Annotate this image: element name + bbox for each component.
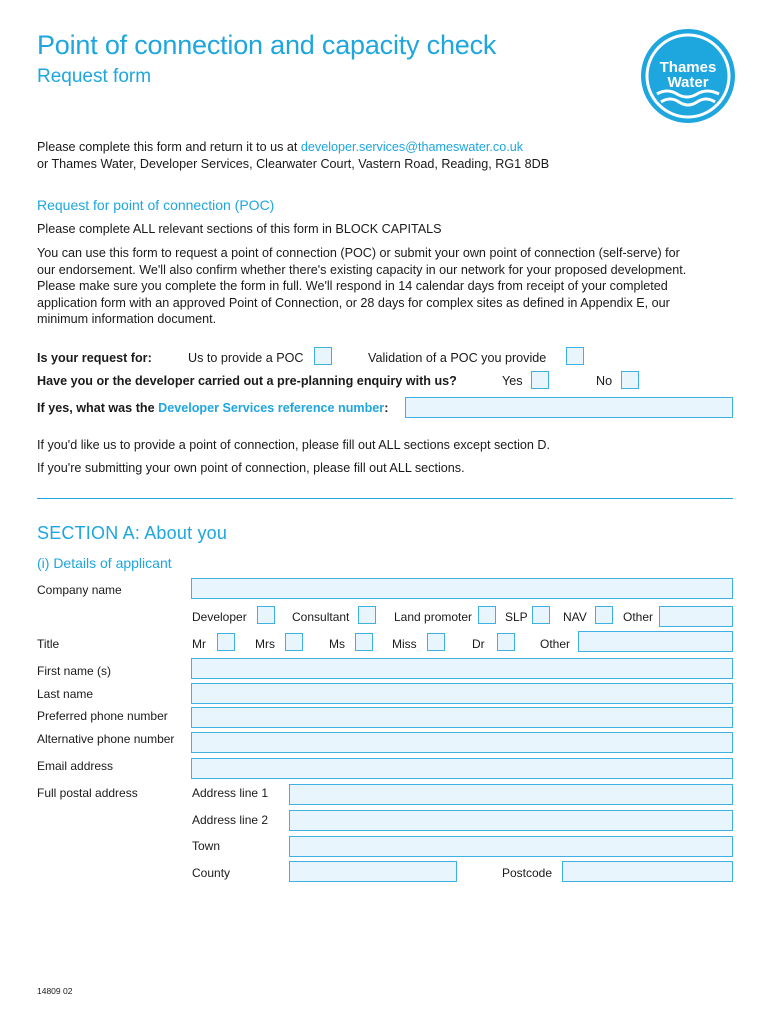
postcode-label: Postcode	[502, 866, 553, 880]
first-name-label: First name (s)	[37, 664, 112, 678]
email-input[interactable]	[191, 758, 733, 779]
title-mr-checkbox[interactable]	[217, 633, 235, 651]
title-mrs-label: Mrs	[255, 637, 275, 651]
page-title: Point of connection and capacity check	[37, 30, 497, 60]
postcode-input[interactable]	[562, 861, 733, 882]
address-line1-input[interactable]	[289, 784, 733, 805]
section-a-heading: SECTION A: About you	[37, 523, 228, 543]
document-code: 14809 02	[37, 986, 73, 996]
intro-address: or Thames Water, Developer Services, Clearwater Court, Vastern Road, Reading, RG1 8DB	[37, 157, 550, 171]
option-validate-label: Validation of a POC you provide	[368, 351, 547, 365]
phone-input[interactable]	[191, 707, 733, 728]
email-label: Email address	[37, 759, 114, 773]
title-mr-label: Mr	[192, 637, 206, 651]
reference-prefix: If yes, what was the	[37, 401, 159, 415]
role-land-promoter-checkbox[interactable]	[478, 606, 496, 624]
title-miss-checkbox[interactable]	[427, 633, 445, 651]
intro-text: Please complete this form and return it to us at	[37, 140, 301, 154]
role-slp-label: SLP	[505, 610, 528, 624]
poc-paragraph-line: application form with an approved Point of Connection, or 28 days for complex sites as defined in Appendix E, our	[37, 295, 670, 310]
poc-heading: Request for point of connection (POC)	[37, 197, 275, 213]
preplanning-no-checkbox[interactable]	[621, 371, 639, 389]
company-name-input[interactable]	[191, 578, 733, 599]
phone-label: Preferred phone number	[37, 709, 168, 723]
poc-paragraph-line: our endorsement. We'll also confirm whether there's existing capacity in our network for your proposed development.	[37, 262, 687, 277]
poc-instruction: Please complete ALL relevant sections of this form in BLOCK CAPITALS	[37, 222, 442, 236]
last-name-label: Last name	[37, 687, 94, 701]
reference-suffix: :	[384, 401, 389, 415]
applicant-subheading: (i) Details of applicant	[37, 555, 172, 571]
poc-paragraph-line: Please make sure you complete the form in full. We'll respond in 14 calendar days from receipt of your completed	[37, 279, 668, 293]
role-consultant-label: Consultant	[292, 610, 350, 624]
role-developer-checkbox[interactable]	[257, 606, 275, 624]
option-provide-checkbox[interactable]	[314, 347, 332, 365]
title-label: Title	[37, 637, 60, 651]
title-other-label: Other	[540, 637, 571, 651]
intro-line1	[37, 139, 737, 156]
role-nav-label: NAV	[563, 610, 587, 624]
title-ms-checkbox[interactable]	[355, 633, 373, 651]
email-link[interactable]: developer.services@thameswater.co.uk	[300, 140, 523, 154]
request-type-label: Is your request for:	[37, 351, 152, 365]
thames-water-logo	[640, 28, 736, 124]
company-name-label: Company name	[37, 583, 122, 597]
logo-text-line1: Thames	[659, 59, 717, 76]
county-label: County	[192, 866, 231, 880]
address-line1-label: Address line 1	[192, 786, 269, 800]
reference-number-input[interactable]	[405, 397, 733, 418]
role-land-promoter-label: Land promoter	[394, 610, 473, 624]
role-other-input[interactable]	[659, 606, 733, 627]
poc-paragraph	[37, 245, 737, 328]
note-self-serve: If you're submitting your own point of connection, please fill out ALL sections.	[37, 461, 465, 475]
reference-label	[37, 400, 388, 417]
town-label: Town	[192, 839, 221, 853]
title-dr-label: Dr	[472, 637, 485, 651]
preplanning-yes-checkbox[interactable]	[531, 371, 549, 389]
role-slp-checkbox[interactable]	[532, 606, 550, 624]
option-provide-label: Us to provide a POC	[188, 351, 304, 365]
first-name-input[interactable]	[191, 658, 733, 679]
role-nav-checkbox[interactable]	[595, 606, 613, 624]
preplanning-label: Have you or the developer carried out a pre-planning enquiry with us?	[37, 374, 457, 388]
preplanning-no-label: No	[596, 374, 613, 388]
poc-paragraph-line: minimum information document.	[37, 312, 217, 326]
role-other-label: Other	[623, 610, 654, 624]
last-name-input[interactable]	[191, 683, 733, 704]
postal-address-label: Full postal address	[37, 786, 138, 800]
address-line2-label: Address line 2	[192, 813, 269, 827]
preplanning-yes-label: Yes	[502, 374, 523, 388]
role-developer-label: Developer	[192, 610, 247, 624]
alt-phone-input[interactable]	[191, 732, 733, 753]
note-provide: If you'd like us to provide a point of connection, please fill out ALL sections except section D.	[37, 438, 550, 452]
poc-paragraph-line: You can use this form to request a point of connection (POC) or submit your own point of connection (self-serve) for	[37, 246, 680, 260]
logo-text-line2: Water	[667, 74, 709, 91]
county-input[interactable]	[289, 861, 457, 882]
title-ms-label: Ms	[329, 637, 345, 651]
option-validate-checkbox[interactable]	[566, 347, 584, 365]
reference-link[interactable]: Developer Services reference number	[158, 401, 385, 415]
alt-phone-label: Alternative phone number	[37, 732, 175, 746]
page-subtitle: Request form	[37, 66, 152, 87]
title-other-input[interactable]	[578, 631, 733, 652]
section-divider	[37, 498, 733, 499]
role-consultant-checkbox[interactable]	[358, 606, 376, 624]
address-line2-input[interactable]	[289, 810, 733, 831]
title-miss-label: Miss	[392, 637, 417, 651]
title-mrs-checkbox[interactable]	[285, 633, 303, 651]
town-input[interactable]	[289, 836, 733, 857]
title-dr-checkbox[interactable]	[497, 633, 515, 651]
